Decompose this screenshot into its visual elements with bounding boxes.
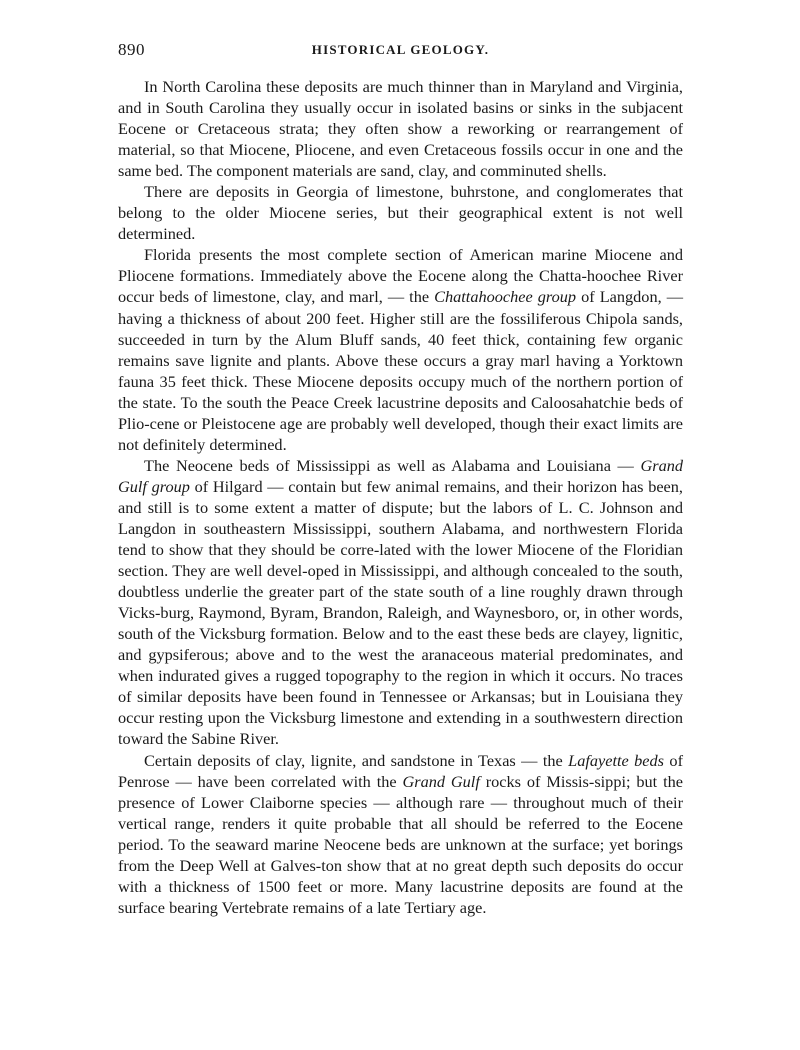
page-number: 890 [118,40,145,59]
text-run: of Langdon, — having a thickness of about 200 feet. Higher still are the fossiliferous Chipola sands, succeeded in turn by the Alum Bluff sands, 40 feet thick, containing few organic remains save lignite and plants. Above these occurs a gray marl having a Yorktown fauna 35 feet thick. These Miocene deposits occupy much of the northern portion of the state. To the south the Peace Creek lacustrine deposits and Caloosahatchie beds of Plio-cene or Pleistocene age are probably well developed, though their exact limits are not definitely determined. [118,287,683,454]
text-run: In North Carolina these deposits are much thinner than in Maryland and Virginia, and in South Carolina they usually occur in isolated basins or sinks in the subjacent Eocene or Cretaceous strata; they often show a reworking or rearrangement of material, so that Miocene, Pliocene, and even Cretaceous fossils occur in one and the same bed. The component materials are sand, clay, and comminuted shells. [118,77,683,181]
text-run: of Hilgard — contain but few animal remains, and their horizon has been, and still is to some extent a matter of dispute; but the labors of L. C. Johnson and Langdon in southeastern Mississippi, southern Alabama, and northwestern Florida tend to show that they should be corre-lated with the lower Miocene of the Floridian section. They are well devel-oped in Mississippi, and although concealed to the south, doubtless underlie the greater part of the state south of a line roughly drawn through Vicks-burg, Raymond, Byram, Brandon, Raleigh, and Waynesboro, or, in other words, south of the Vicksburg formation. Below and to the east these beds are clayey, lignitic, and gypsiferous; above and to the west the aranaceous material predominates, and when indurated gives a rugged topography to the region in which it occurs. No traces of similar deposits have been found in Tennessee or Arkansas; but in Louisiana they occur resting upon the Vicksburg limestone and extending in a southwestern direction toward the Sabine River. [118,476,683,749]
text-run: rocks of Missis-sippi; but the presence of Lower Claiborne species — although rare — throughout much of their vertical range, renders it quite probable that all should be referred to the Eocene period. To the seaward marine Neocene beds are unknown at the surface; yet borings from the Deep Well at Galves-ton show that at no great depth such deposits do occur with a thickness of 1500 feet or more. Many lacustrine deposits are found at the surface bearing Vertebrate remains of a late Tertiary age. [118,771,683,917]
text-run: There are deposits in Georgia of limestone, buhrstone, and conglomerates that belong to the older Miocene series, but their geographical extent is not well determined. [118,182,683,244]
running-head [118,40,683,64]
running-title: HISTORICAL GEOLOGY. [311,42,490,57]
italic-term: Grand Gulf [402,771,480,791]
text-run: Florida presents the most complete section of American marine Miocene and Pliocene formations. Immediately above the Eocene along the Chatta-hoochee River occur beds of limestone, clay, and marl, — the [118,245,683,307]
paragraph [118,750,683,918]
text-run: Certain deposits of clay, lignite, and sandstone in Texas — the [144,750,569,770]
paragraph [118,455,683,750]
italic-term: Lafayette beds [568,750,665,770]
paragraph [118,76,683,181]
text-run: The Neocene beds of Mississippi as well as Alabama and Louisiana — [144,455,641,475]
paragraph [118,244,683,454]
book-page [118,40,683,918]
italic-term: Grand Gulf group [118,455,683,496]
italic-term: Chattahoochee group [434,287,577,307]
body-text [118,76,683,918]
paragraph [118,181,683,244]
text-run: of Penrose — have been correlated with the [118,750,683,791]
